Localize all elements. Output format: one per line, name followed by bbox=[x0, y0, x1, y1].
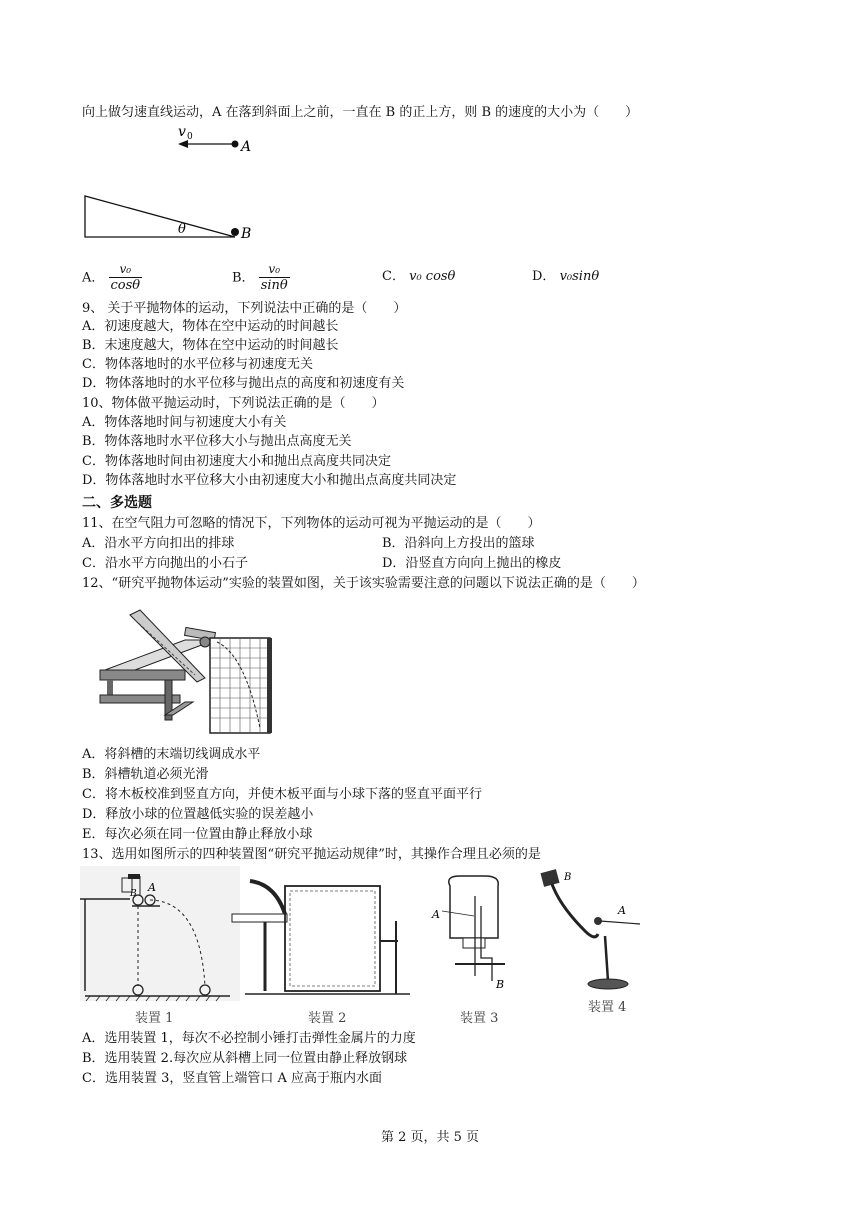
q12-option-d[interactable]: D．释放小球的位置越低实验的误差越小 bbox=[82, 807, 314, 822]
q12-apparatus-figure bbox=[95, 600, 280, 735]
point-a bbox=[232, 141, 239, 148]
q13-option-c[interactable]: C．选用装置 3，竖直管上端管口 A 应高于瓶内水面 bbox=[82, 1071, 383, 1086]
q8-option-b[interactable]: B． $\frac{\text{v₀}}{\sin\theta}$ bbox=[232, 262, 288, 293]
label-apparatus-1: 装置 1 bbox=[135, 1011, 174, 1026]
q8-figure bbox=[80, 120, 270, 245]
q8-option-d[interactable]: D． v₀sinθ bbox=[532, 269, 600, 284]
svg-text:B: B bbox=[130, 889, 137, 899]
label-apparatus-4: 装置 4 bbox=[588, 1000, 627, 1015]
q13-apparatus-figures bbox=[80, 866, 645, 1026]
q10-option-c[interactable]: C．物体落地时间由初速度大小和抛出点高度共同决定 bbox=[82, 454, 391, 469]
q12-option-e[interactable]: E．每次必须在同一位置由静止释放小球 bbox=[82, 827, 313, 842]
q12-option-a[interactable]: A．将斜槽的末端切线调成水平 bbox=[82, 747, 261, 762]
svg-text:A: A bbox=[618, 904, 626, 917]
q9-option-d[interactable]: D．物体落地时的水平位移与抛出点的高度和初速度有关 bbox=[82, 376, 405, 391]
q10-stem: 10、物体做平抛运动时，下列说法正确的是（ ） bbox=[82, 396, 385, 411]
theta-label: θ bbox=[178, 222, 186, 237]
svg-text:A: A bbox=[148, 881, 156, 894]
apparatus-4 bbox=[540, 869, 640, 1015]
q10-option-a[interactable]: A．物体落地时间与初速度大小有关 bbox=[82, 415, 287, 430]
section-heading: 二、多选题 bbox=[82, 495, 152, 511]
q8-stem-tail: 向上做匀速直线运动，A 在落到斜面上之前，一直在 B 的正上方，则 B 的速度的大小为（ ） bbox=[82, 105, 639, 120]
q11-option-b[interactable]: B．沿斜向上方投出的篮球 bbox=[382, 536, 535, 551]
point-b bbox=[231, 228, 239, 236]
q11-stem: 11、在空气阻力可忽略的情况下，下列物体的运动可视为平抛运动的是（ ） bbox=[82, 516, 541, 531]
fraction: $\frac{\text{v₀}}{\sin\theta}$ bbox=[260, 262, 288, 293]
q13-stem: 13、选用如图所示的四种装置图“研究平抛运动规律”时，其操作合理且必须的是 bbox=[82, 847, 541, 862]
page-footer: 第 2 页，共 5 页 bbox=[380, 1130, 480, 1145]
q12-stem: 12、“研究平抛物体运动”实验的装置如图，关于该实验需要注意的问题以下说法正确的是（ ） bbox=[82, 576, 645, 591]
v0-subscript: 0 bbox=[187, 132, 193, 142]
apparatus-3 bbox=[431, 876, 505, 1026]
q11-option-c[interactable]: C．沿水平方向抛出的小石子 bbox=[82, 556, 248, 571]
q12-option-b[interactable]: B．斜槽轨道必须光滑 bbox=[82, 767, 209, 782]
q10-option-b[interactable]: B．物体落地时水平位移大小与抛出点高度无关 bbox=[82, 434, 352, 449]
q8-option-c[interactable]: C． v₀ cosθ bbox=[382, 269, 456, 284]
q11-option-d[interactable]: D．沿竖直方向向上抛出的橡皮 bbox=[382, 556, 562, 571]
q9-stem: 9、 关于平抛物体的运动，下列说法中正确的是（ ） bbox=[82, 301, 407, 316]
q10-option-d[interactable]: D．物体落地时水平位移大小由初速度大小和抛出点高度共同决定 bbox=[82, 473, 457, 488]
q11-option-a[interactable]: A．沿水平方向扣出的排球 bbox=[82, 536, 235, 551]
q9-option-b[interactable]: B．末速度越大，物体在空中运动的时间越长 bbox=[82, 338, 339, 353]
svg-text:B: B bbox=[496, 978, 505, 991]
svg-text:A: A bbox=[432, 908, 440, 921]
apparatus-2 bbox=[232, 881, 410, 1026]
label-apparatus-3: 装置 3 bbox=[460, 1011, 499, 1026]
v0-label: v bbox=[178, 124, 186, 140]
svg-text:B: B bbox=[564, 872, 572, 883]
label-a: A bbox=[241, 139, 252, 155]
incline bbox=[85, 196, 235, 237]
label-apparatus-2: 装置 2 bbox=[308, 1011, 347, 1026]
apparatus-1 bbox=[80, 866, 240, 1026]
q12-option-c[interactable]: C．将木板校准到竖直方向，并使木板平面与小球下落的竖直平面平行 bbox=[82, 787, 482, 802]
q9-option-c[interactable]: C．物体落地时的水平位移与初速度无关 bbox=[82, 357, 313, 372]
q8-option-a[interactable]: A． $\frac{\text{v₀}}{\cos\theta}$ bbox=[82, 262, 141, 293]
q9-option-a[interactable]: A．初速度越大，物体在空中运动的时间越长 bbox=[82, 319, 339, 334]
fraction: $\frac{\text{v₀}}{\cos\theta}$ bbox=[110, 262, 141, 293]
q13-option-b[interactable]: B．选用装置 2.每次应从斜槽上同一位置由静止释放钢球 bbox=[82, 1051, 408, 1066]
label-b: B bbox=[241, 226, 252, 242]
q13-option-a[interactable]: A．选用装置 1，每次不必控制小锤打击弹性金属片的力度 bbox=[82, 1031, 416, 1046]
